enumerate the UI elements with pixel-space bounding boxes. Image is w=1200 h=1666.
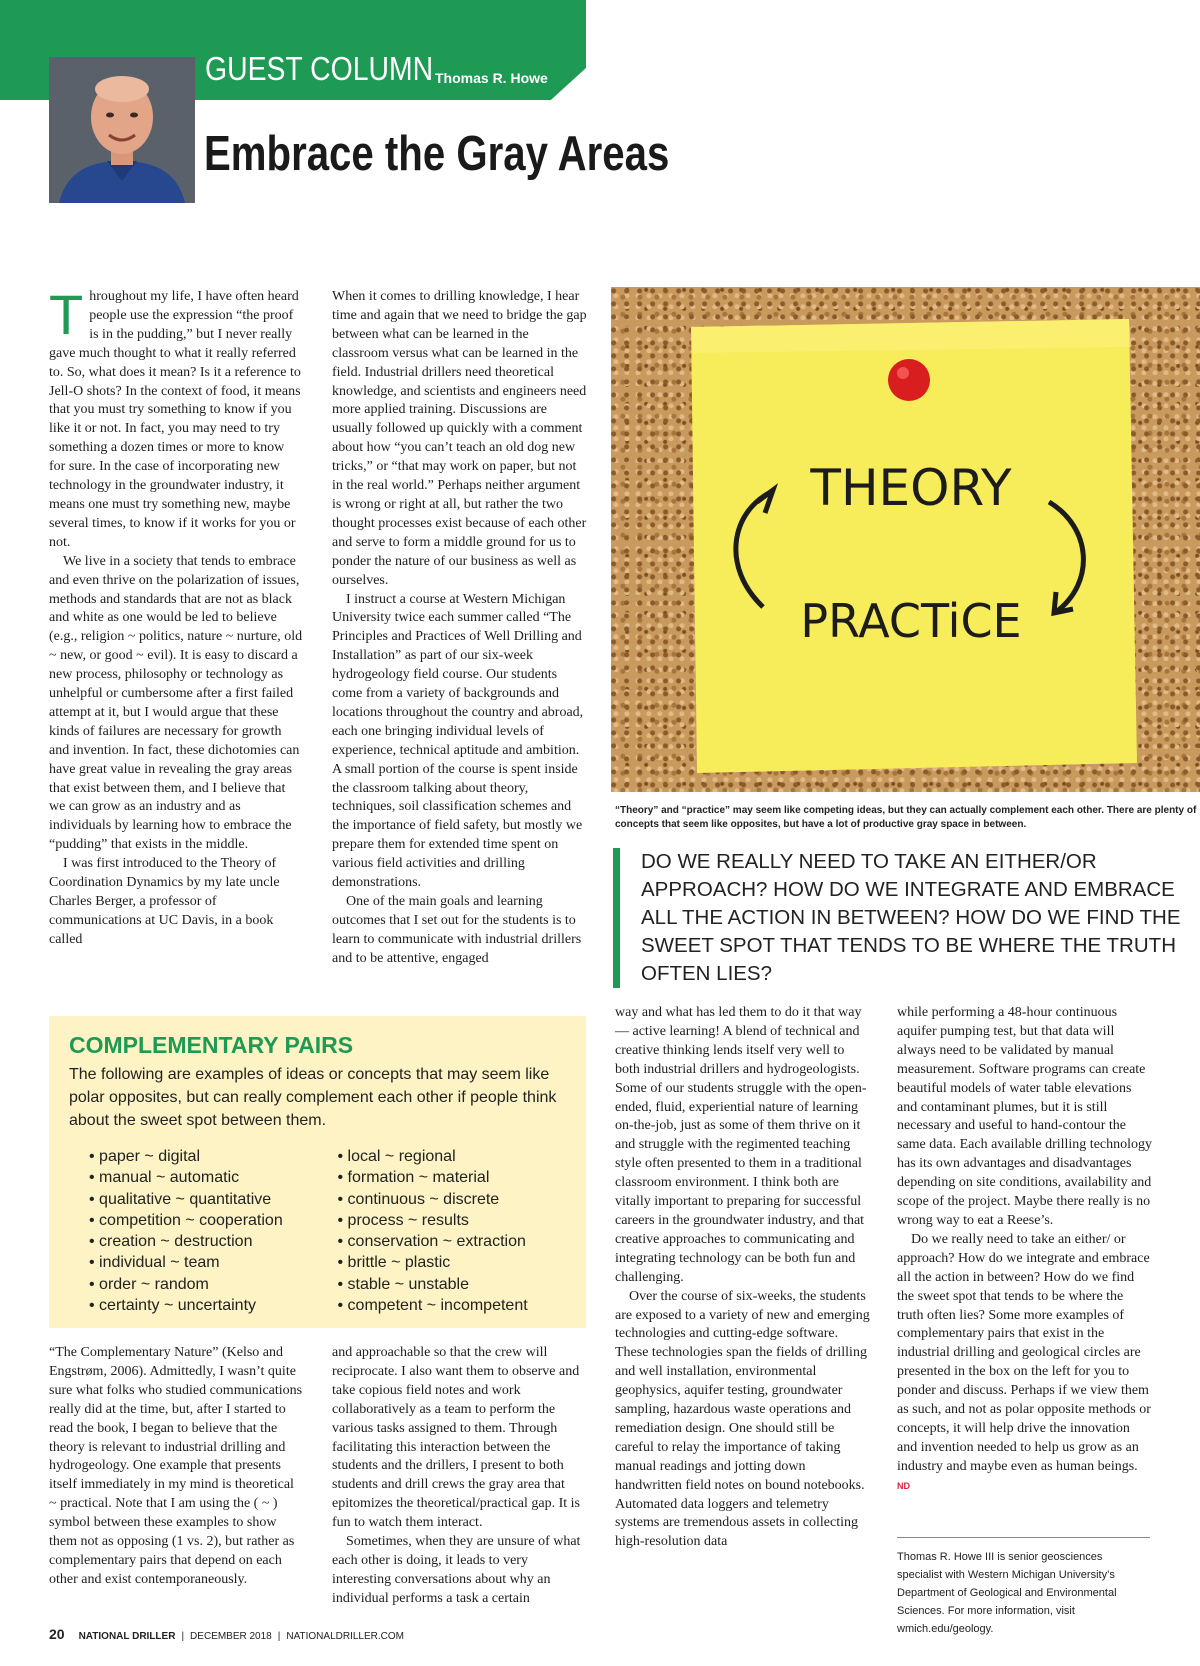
sticky-note-illustration <box>611 287 1200 792</box>
page-footer <box>49 1626 404 1642</box>
list-item: • individual ~ team <box>89 1252 318 1273</box>
article-paragraph: hroughout my life, I have often heard people use the expression “the proof is in the pudding,” but I never really gave much thought to what it really referred to. So, what does it mean? Is it a reference to Jell-O shots? In the context of food, it means that you must try something to know if you like it or not. In fact, you may need to try something a dozen times or more to know for sure. In the case of incorporating new technology in the groundwater industry, it means one must try something new, maybe several times, to know if it works for you or not. <box>49 289 301 550</box>
publication-name: NATIONAL DRILLER <box>78 1631 176 1642</box>
note-word-practice: PRACTiCE <box>800 594 1022 648</box>
list-item: • continuous ~ discrete <box>338 1189 567 1210</box>
article-paragraph: We live in a society that tends to embrace and even thrive on the polarization of issues, methods and standards that are not as black and white as one would be led to believe (e.g., religion ~ politics, nature ~ nurture, old ~ new, or good ~ evil). It is easy to discard a new process, philosophy or technology as unhelpful or cumbersome after a first failed attempt at it, but I would argue that these kinds of failures are necessary for growth and invention. In fact, these dichotomies can have great value in revealing the gray areas that exist between them, and I believe that we can grow as an industry and as individuals by learning how to embrace the “pudding” that exists in the middle. <box>49 553 303 853</box>
article-paragraph: and approachable so that the crew will reciprocate. I also want them to observe and take copious field notes and work collaboratively as a team to perform the various tasks assigned to them. Through facilitating this interaction between the students and the drillers, I present to both students and drill crews the gray area that epitomizes the theoretical/practical gap. It is fun to watch them interact. <box>332 1345 581 1531</box>
author-photo <box>49 57 195 203</box>
article-paragraph: When it comes to drilling knowledge, I hear time and again that we need to bridge the gap between what can be learned in the classroom versus what can be learned in the field. Industrial drillers need theoretical knowledge, and scientists and engineers need more applied training. Discussions are usually followed up quickly with a comment about how “you can’t teach an old dog new tricks,” or “that may work on paper, but not in the real world.” Perhaps neither argument is wrong or right at all, but rather the two thought processes exist because of each other and serve to form a middle ground for us to ponder the nature of our business as well as ourselves. <box>332 289 587 588</box>
article-paragraph: while performing a 48-hour continuous aquifer pumping test, but that data will always need to be validated by manual measurement. Software programs can create beautiful models of water table elevations and contaminant plumes, but it is still necessary and useful to hand-contour the same data. Each available drilling technology has its own advantages and disadvantages depending on site conditions, availability and scope of the project. Maybe there really is no wrong way to eat a Reese’s. <box>897 1005 1153 1228</box>
sticky-note-photo <box>611 287 1200 792</box>
article-column-2-continued <box>332 1344 588 1609</box>
website-link[interactable]: NATIONALDRILLER.COM <box>286 1631 404 1642</box>
article-paragraph-text: Do we really need to take an either/ or approach? How do we integrate and embrace all the action in between? How do we find the sweet spot that tends to be where the truth often lies? Some more examples of complementary pairs that exist in the industrial drilling and geological circles are presented in the box on the left for you to ponder and discuss. Perhaps if we view them as such, and not as polar opposite methods or concepts, it will help drive the innovation and invention needed to help us grow as an industry and maybe even as human beings. <box>897 1231 1151 1474</box>
list-item: • formation ~ material <box>338 1167 567 1188</box>
drop-cap: T <box>49 283 84 346</box>
list-item: • competition ~ cooperation <box>89 1210 318 1231</box>
pairs-list-left <box>69 1146 318 1316</box>
list-item: • local ~ regional <box>338 1146 567 1167</box>
article-paragraph: “The Complementary Nature” (Kelso and Engstrøm, 2006). Admittedly, I wasn’t quite sure what folks who studied communications really did at the time, but, after I started to read the book, I began to believe that the theory is relevant to industrial drilling and hydrogeology. One example that presents itself immediately in my mind is theoretical ~ practical. Note that I am using the ( ~ ) symbol between these examples to show them not as opposing (1 vs. 2), but rather as complementary pairs that depend on each other and exist contemporaneously. <box>49 1345 303 1587</box>
list-item: • certainty ~ uncertainty <box>89 1295 318 1316</box>
article-paragraph: way and what has led them to do it that way — active learning! A blend of technical and creative thinking lends itself very well to both industrial drillers and hydrogeologists. Some of our students struggle with the open-ended, fluid, experiential nature of learning on-the-job, just as some of them thrive on it and struggle with the regimented teaching style often presented to them in a traditional classroom environment. I think both are vitally important to preparing for successful careers in the groundwater industry, and that creative approaches to communicating and integrating technology can be both fun and challenging. <box>615 1005 867 1285</box>
article-paragraph: Over the course of six-weeks, the students are exposed to a variety of new and emerging technologies and cutting-edge software. These technologies span the fields of drilling and well installation, environmental geophysics, aquifer testing, groundwater sampling, hazardous waste operations and remediation design. One should still be careful to relay the importance of taking manual readings and jotting down handwritten field notes on bound notebooks. Automated data loggers and telemetry systems are tremendous assets in collecting high-resolution data <box>615 1288 870 1550</box>
page-number: 20 <box>49 1626 65 1642</box>
list-item: • process ~ results <box>338 1210 567 1231</box>
footer-separator: | <box>277 1631 281 1642</box>
author-portrait-illustration <box>49 57 195 203</box>
article-column-1-continued <box>49 1344 304 1590</box>
article-column-4 <box>897 1004 1153 1496</box>
complementary-pairs-box <box>49 1016 586 1328</box>
footer-separator: | <box>181 1631 185 1642</box>
article-paragraph: Sometimes, when they are unsure of what each other is doing, it leads to very interesting conversations about why an individual performs a task a certain <box>332 1534 581 1606</box>
list-item: • creation ~ destruction <box>89 1231 318 1252</box>
list-item: • brittle ~ plastic <box>338 1252 567 1273</box>
author-bio: Thomas R. Howe III is senior geosciences specialist with Western Michigan University’s Department of Geological and Environmental Sciences. For more information, visit wmich.edu/geology. <box>897 1537 1150 1638</box>
article-column-1 <box>49 283 304 950</box>
list-item: • conservation ~ extraction <box>338 1231 567 1252</box>
article-paragraph: I instruct a course at Western Michigan University twice each summer called “The Principles and Practices of Well Drilling and Installation” as part of our six-week hydrogeology field course. Our students come from a variety of backgrounds and locations throughout the country and abroad, each one bringing individual levels of experience, technical aptitude and ambition. A small portion of the course is spent inside the classroom talking about theory, techniques, soil classification schemes and the importance of field safety, but mostly we prepare them for extended time spent on various field activities and drilling demonstrations. <box>332 591 584 891</box>
article-column-3 <box>615 1004 871 1552</box>
article-paragraph <box>897 1231 1153 1496</box>
pairs-list-right <box>318 1146 567 1316</box>
photo-caption: “Theory” and “practice” may seem like competing ideas, but they can actually complement each other. There are plenty of concepts that seem like opposites, but have a lot of productive gray space in between. <box>615 805 1197 830</box>
note-word-theory: THEORY <box>810 459 1012 517</box>
list-item: • manual ~ automatic <box>89 1167 318 1188</box>
article-paragraph: I was first introduced to the Theory of Coordination Dynamics by my late uncle Charles Berger, a professor of communications at UC Davis, in a book called <box>49 856 280 947</box>
pull-quote: DO WE REALLY NEED TO TAKE AN EITHER/OR APPROACH? HOW DO WE INTEGRATE AND EMBRACE ALL THE ACTION IN BETWEEN? HOW DO WE FIND THE SWEET SPOT THAT TENDS TO BE WHERE THE TRUTH OFTEN LIES? <box>613 848 1200 988</box>
sidebar-intro: The following are examples of ideas or concepts that may seem like polar opposites, but can really complement each other if people think about the sweet spot between them. <box>69 1066 557 1129</box>
section-label: GUEST COLUMN <box>205 50 434 87</box>
issue-date: DECEMBER 2018 <box>190 1631 272 1642</box>
list-item: • order ~ random <box>89 1274 318 1295</box>
banner-author: Thomas R. Howe <box>435 70 548 86</box>
article-paragraph: One of the main goals and learning outcomes that I set out for the students is to learn to communicate with industrial drillers and to be attentive, engaged <box>332 894 582 966</box>
end-mark: ND <box>897 1480 910 1491</box>
page-title: Embrace the Gray Areas <box>204 127 670 181</box>
list-item: • paper ~ digital <box>89 1146 318 1167</box>
list-item: • stable ~ unstable <box>338 1274 567 1295</box>
article-column-2 <box>332 288 588 969</box>
sidebar-title: COMPLEMENTARY PAIRS <box>69 1032 354 1058</box>
pairs-list <box>69 1146 566 1316</box>
list-item: • competent ~ incompetent <box>338 1295 567 1316</box>
list-item: • qualitative ~ quantitative <box>89 1189 318 1210</box>
